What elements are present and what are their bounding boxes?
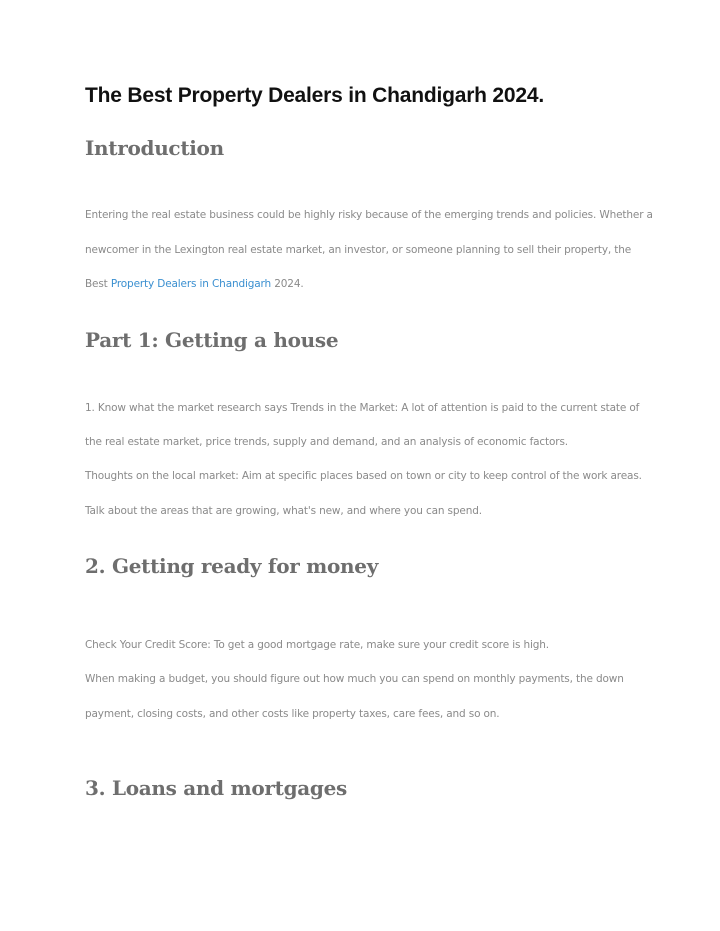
- section-2-heading: 2. Getting ready for money: [85, 554, 379, 578]
- part-1-line-2: the real estate market, price trends, supply and demand, and an analysis of economic factors.: [85, 436, 568, 448]
- intro-line-3-suffix: 2024.: [271, 278, 304, 290]
- part-1-line-1: 1. Know what the market research says Trends in the Market: A lot of attention is paid to the current state of: [85, 402, 640, 414]
- section-2-line-3: payment, closing costs, and other costs like property taxes, care fees, and so on.: [85, 708, 500, 720]
- property-dealers-link[interactable]: Property Dealers in Chandigarh: [110, 278, 272, 290]
- intro-paragraph-line-3: [85, 278, 304, 290]
- intro-paragraph-line-2: newcomer in the Lexington real estate market, an investor, or someone planning to sell their property, the: [85, 244, 632, 256]
- section-2-line-1: Check Your Credit Score: To get a good mortgage rate, make sure your credit score is high.: [85, 639, 549, 651]
- intro-line-3-prefix: Best: [85, 278, 111, 290]
- part-1-line-3: Thoughts on the local market: Aim at specific places based on town or city to keep control of the work areas.: [85, 470, 642, 482]
- introduction-heading: Introduction: [85, 136, 224, 160]
- part-1-line-4: Talk about the areas that are growing, what's new, and where you can spend.: [85, 505, 482, 517]
- part-1-heading: Part 1: Getting a house: [85, 328, 339, 352]
- page-title: The Best Property Dealers in Chandigarh 2024.: [85, 84, 544, 107]
- section-3-heading: 3. Loans and mortgages: [85, 776, 348, 800]
- intro-paragraph-line-1: Entering the real estate business could be highly risky because of the emerging trends and policies. Whether a: [85, 209, 653, 221]
- section-2-line-2: When making a budget, you should figure out how much you can spend on monthly payments, the down: [85, 673, 624, 685]
